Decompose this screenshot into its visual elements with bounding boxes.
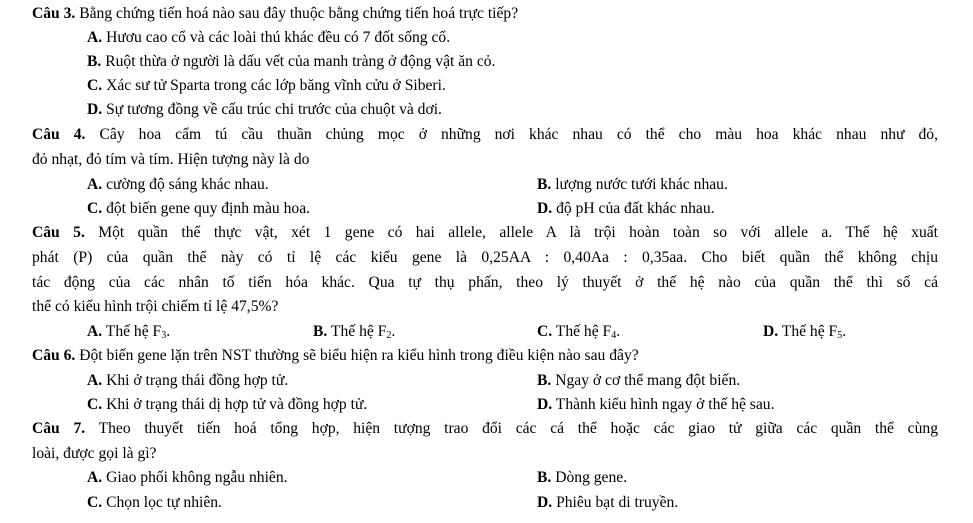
q7-option-b[interactable] [537, 468, 627, 487]
option-letter: D. [537, 200, 553, 217]
option-text: Ngay ở cơ thể mang đột biến. [551, 372, 741, 389]
option-letter: A. [87, 469, 103, 486]
option-text: Thế hệ F [552, 323, 612, 340]
option-text: lượng nước tưới khác nhau. [551, 176, 728, 193]
option-text: Thế hệ F [327, 323, 387, 340]
option-text: Chọn lọc tự nhiên. [102, 494, 222, 511]
option-end: . [166, 323, 171, 340]
option-letter: C. [87, 200, 103, 217]
option-text: Sự tương đồng về cấu trúc chi trước của chuột và dơi. [102, 101, 442, 118]
question-4-stem-line-1 [32, 125, 938, 144]
q7-option-a[interactable] [87, 468, 288, 487]
q5-option-b[interactable] [313, 322, 395, 341]
question-4-text: Cây hoa cẩm tú cầu thuần chủng mọc ở những nơi khác nhau có thể cho màu hoa khác nhau như đỏ, [85, 126, 939, 143]
q6-option-d[interactable] [537, 395, 775, 414]
question-3-label: Câu 3. [32, 5, 76, 22]
question-3-text: Bằng chứng tiến hoá nào sau đây thuộc bằng chứng tiến hoá trực tiếp? [75, 5, 519, 22]
option-text: Thế hệ F [778, 323, 838, 340]
question-5-stem-line-4: thể có kiểu hình trội chiếm tỉ lệ 47,5%? [32, 298, 279, 315]
question-6-stem [32, 346, 639, 365]
q6-option-a[interactable] [87, 371, 288, 390]
option-letter: A. [87, 372, 103, 389]
option-subscript: 5 [837, 330, 843, 341]
q5-option-a[interactable] [87, 322, 170, 341]
option-letter: A. [87, 29, 103, 46]
q6-option-b[interactable] [537, 371, 740, 390]
option-letter: D. [537, 396, 553, 413]
q4-option-a[interactable] [87, 175, 269, 194]
q3-option-a[interactable] [87, 28, 450, 47]
q3-option-d[interactable] [87, 100, 442, 119]
question-7-label: Câu 7. [32, 420, 86, 437]
q4-option-b[interactable] [537, 175, 728, 194]
question-5-label: Câu 5. [32, 224, 85, 241]
option-letter: A. [87, 176, 103, 193]
option-text: Thành kiểu hình ngay ở thế hệ sau. [552, 396, 775, 413]
option-text: Phiêu bạt di truyền. [552, 494, 679, 511]
question-7-stem-line-2: loài, được gọi là gì? [32, 445, 157, 462]
q3-option-c[interactable] [87, 76, 446, 95]
option-letter: B. [87, 53, 102, 70]
option-letter: D. [763, 323, 779, 340]
q6-option-c[interactable] [87, 395, 367, 414]
q4-option-d[interactable] [537, 199, 715, 218]
question-5-stem-line-2: phát (P) của quần thể này có tỉ lệ các kiểu gene là 0,25AA : 0,40Aa : 0,35aa. Cho biết quần thể không chịu [32, 249, 938, 266]
question-3-stem [32, 4, 518, 23]
q7-option-c[interactable] [87, 493, 222, 512]
option-end: . [616, 323, 621, 340]
question-5-text: Một quần thể thực vật, xét 1 gene có hai allele, allele A là trội hoàn toàn so với allele a. Thế hệ xuất [84, 224, 938, 241]
option-text: Dòng gene. [551, 469, 628, 486]
option-text: Khi ở trạng thái đồng hợp tử. [102, 372, 289, 389]
q4-option-c[interactable] [87, 199, 310, 218]
option-letter: C. [87, 494, 103, 511]
question-6-text: Đột biến gene lặn trên NST thường sẽ biểu hiện ra kiểu hình trong điều kiện nào sau đây? [75, 347, 639, 364]
option-text: Hươu cao cổ và các loài thú khác đều có 7 đốt sống cổ. [102, 29, 451, 46]
option-letter: B. [537, 469, 552, 486]
question-4-label: Câu 4. [32, 126, 86, 143]
option-text: Xác sư tử Sparta trong các lớp băng vĩnh cửu ở Siberi. [102, 77, 446, 94]
option-text: Thế hệ F [102, 323, 162, 340]
q7-option-d[interactable] [537, 493, 678, 512]
option-letter: C. [537, 323, 553, 340]
question-4-stem-line-2: đỏ nhạt, đỏ tím và tím. Hiện tượng này là do [32, 151, 310, 168]
question-5-stem-line-1 [32, 223, 938, 242]
option-end: . [391, 323, 396, 340]
question-5-stem-line-3: tác động của các nhân tố tiến hóa khác. Qua tự thụ phấn, theo lý thuyết ở thế hệ nào của quần thể thì số cá [32, 274, 938, 291]
option-letter: B. [313, 323, 328, 340]
option-text: cường độ sáng khác nhau. [102, 176, 269, 193]
option-text: độ pH của đất khác nhau. [552, 200, 715, 217]
option-subscript: 2 [386, 330, 392, 341]
option-letter: C. [87, 396, 103, 413]
question-7-stem-line-1 [32, 419, 938, 438]
option-subscript: 3 [161, 330, 167, 341]
option-letter: A. [87, 323, 103, 340]
option-letter: C. [87, 77, 103, 94]
option-end: . [842, 323, 847, 340]
option-letter: D. [87, 101, 103, 118]
option-text: Ruột thừa ở người là dấu vết của manh tràng ở động vật ăn cỏ. [101, 53, 496, 70]
q3-option-b[interactable] [87, 52, 495, 71]
question-7-text: Theo thuyết tiến hoá tổng hợp, hiện tượng trao đổi các cá thể hoặc các giao tử giữa các quần thể cùng [85, 420, 938, 437]
q5-option-d[interactable] [763, 322, 846, 341]
option-text: Giao phối không ngẫu nhiên. [102, 469, 288, 486]
option-letter: D. [537, 494, 553, 511]
option-text: Khi ở trạng thái dị hợp tử và đồng hợp tử. [102, 396, 368, 413]
question-6-label: Câu 6. [32, 347, 76, 364]
option-letter: B. [537, 372, 552, 389]
q5-option-c[interactable] [537, 322, 620, 341]
option-text: đột biến gene quy định màu hoa. [102, 200, 311, 217]
option-subscript: 4 [611, 330, 617, 341]
option-letter: B. [537, 176, 552, 193]
